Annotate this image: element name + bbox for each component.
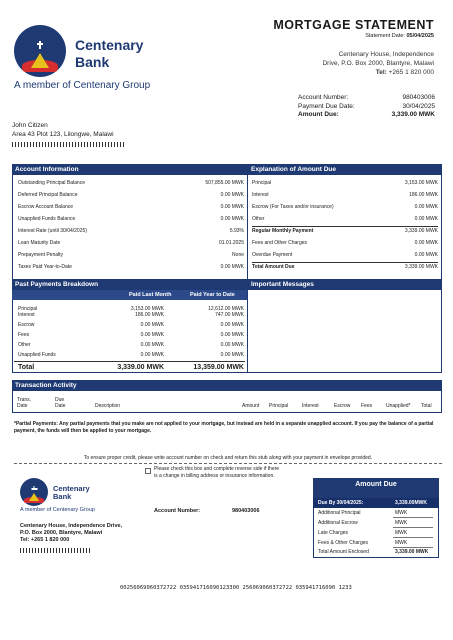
stub-account-label: Account Number: [154, 508, 201, 514]
postal-barcode [12, 142, 124, 147]
explanation-header: Explanation of Amount Due [248, 164, 442, 175]
partial-payment-note: *Partial Payments: Any partial payments that you make are not applied to your mortgage, but instead are held in a separate unapplied account. If you pay the balance of a partial payment, the funds will then be applied to your mortgage. [14, 421, 434, 434]
brand-name-line1: Centenary [75, 37, 144, 53]
customer-address: John Citizen Area 43 Plot 123, Lilongwe, Malawi [12, 122, 114, 138]
document-title: MORTGAGE STATEMENT [273, 18, 434, 32]
bank-address: Centenary House, Independence Drive, P.O. Box 2000, Blantyre, Malawi Tel: +265 1 820 000 [322, 51, 434, 76]
transaction-activity-header: Transaction Activity [12, 380, 442, 391]
stub-brand-tagline: A member of Centenary Group [20, 507, 95, 513]
bank-logo-icon [14, 25, 66, 77]
tear-line [14, 463, 442, 464]
stub-postal-barcode [20, 548, 90, 553]
brand-tagline: A member of Centenary Group [14, 80, 151, 91]
statement-date: Statement Date: 05/04/2025 [365, 33, 434, 39]
stub-brand-name: Centenary Bank [53, 484, 90, 501]
stub-account-number: 980403006 [232, 508, 260, 514]
stub-amount-due-title: Amount Due [313, 478, 439, 498]
account-summary: Account Number: 980403006 Payment Due Date: 30/04/2025 Amount Due: 3,339.00 MWK [298, 94, 435, 118]
stub-bank-logo-icon [20, 478, 48, 506]
credit-notice: To ensure proper credit, please write account number on check and return this stub along with your payment in envelope provided. [83, 455, 373, 461]
micr-line: 00256069060372722 035941716090123300 256069060372722 035941716090 1233 [120, 585, 352, 591]
stub-bank-address: Centenary House, Independence Drive, P.O. Box 2000, Blantyre, Malawi Tel: +265 1 820 000 [20, 523, 123, 543]
account-info-header: Account Information [12, 164, 247, 175]
important-messages-header: Important Messages [248, 279, 442, 290]
address-change-note: Please check this box and complete reverse side if there is a change in billing address or insurance information. [154, 466, 280, 479]
brand-name-line2: Bank [75, 54, 110, 70]
past-payments-header: Past Payments Breakdown [12, 279, 247, 290]
address-change-checkbox[interactable] [145, 468, 151, 474]
past-payments-col-header: Paid Last Month Paid Year to Date [12, 290, 247, 300]
stub-due-by-row: Due By 30/04/2025: 3,339.00MWK [313, 498, 439, 508]
